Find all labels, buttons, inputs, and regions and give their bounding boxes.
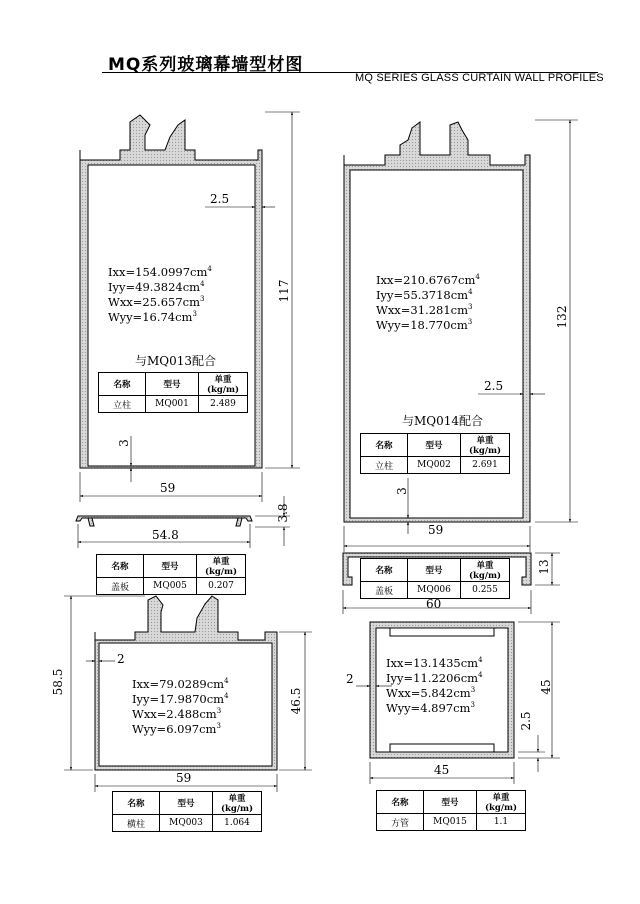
mq001-dim-width: 59 xyxy=(160,481,176,495)
mq002-dim-height: 132 xyxy=(555,305,569,329)
mq006-dim-width: 60 xyxy=(426,597,442,611)
mq015-dim-width: 45 xyxy=(434,763,450,777)
mq001-spec-table: 名称 型号 单重(kg/m) 立柱 MQ001 2.489 xyxy=(98,372,248,413)
mq003-properties xyxy=(132,677,229,737)
table-row: 方管 MQ015 1.1 xyxy=(377,814,526,831)
mq001-dim-bottom: 3 xyxy=(117,439,131,447)
mq001-dim-height: 117 xyxy=(277,279,291,303)
mq003-iyy: $Iyy=17.9870cm^4$ xyxy=(132,692,229,706)
mq001-properties xyxy=(108,265,212,325)
mq002-fit-note: 与MQ014配合 xyxy=(402,414,484,428)
mq002-dim-width: 59 xyxy=(428,523,444,537)
mq003-dim-width: 59 xyxy=(176,771,192,785)
mq006-spec-table: 名称 型号 单重(kg/m) 盖板 MQ006 0.255 xyxy=(360,558,510,599)
mq002-dim-bottom: 3 xyxy=(395,487,409,495)
mq003-dim-right: 46.5 xyxy=(289,687,303,715)
mq001-wxx: $Wxx=25.657cm^3$ xyxy=(108,295,205,309)
mq001-wyy: $Wyy=16.74cm^3$ xyxy=(108,310,197,324)
mq002-spec-table: 名称 型号 单重(kg/m) 立柱 MQ002 2.691 xyxy=(360,433,510,474)
mq001-iyy: $Iyy=49.3824cm^4$ xyxy=(108,280,205,294)
mq002-wxx: $Wxx=31.281cm^3$ xyxy=(376,303,473,317)
mq006-dim-height: 13 xyxy=(537,559,551,575)
mq001-ixx: $Ixx=154.0997cm^4$ xyxy=(108,265,212,279)
mq003-spec-table: 名称 型号 单重(kg/m) 横柱 MQ003 1.064 xyxy=(112,791,262,832)
mq003-wxx: $Wxx=2.488cm^3$ xyxy=(132,707,222,721)
table-row: 盖板 MQ006 0.255 xyxy=(361,582,510,599)
mq015-dim-side: 2.5 xyxy=(519,711,533,731)
mq015-ixx: $Ixx=13.1435cm^4$ xyxy=(386,656,483,670)
mq001-fit-note: 与MQ013配合 xyxy=(135,354,217,368)
mq003-dim-left: 58.5 xyxy=(51,668,65,696)
mq001-dim-wall: 2.5 xyxy=(210,192,230,206)
mq015-properties xyxy=(386,656,483,716)
mq015-wxx: $Wxx=5.842cm^3$ xyxy=(386,686,476,700)
mq005-dim-width: 54.8 xyxy=(152,528,179,542)
table-row: 立柱 MQ001 2.489 xyxy=(99,396,248,413)
mq003-wyy: $Wyy=6.097cm^3$ xyxy=(132,722,221,736)
mq015-dim-height: 45 xyxy=(539,679,553,695)
page-subtitle: MQ SERIES GLASS CURTAIN WALL PROFILES xyxy=(355,72,604,84)
mq015-dim-wall: 2 xyxy=(346,672,354,686)
mq015-wyy: $Wyy=4.897cm^3$ xyxy=(386,701,475,715)
mq002-properties xyxy=(376,273,480,333)
mq015-spec-table: 名称 型号 单重(kg/m) 方管 MQ015 1.1 xyxy=(376,790,526,831)
mq002-dim-wall: 2.5 xyxy=(484,379,504,393)
mq015-iyy: $Iyy=11.2206cm^4$ xyxy=(386,671,483,685)
table-row: 横柱 MQ003 1.064 xyxy=(113,815,262,832)
mq005-dim-height: 3.8 xyxy=(276,503,290,523)
table-row: 盖板 MQ005 0.207 xyxy=(97,578,246,595)
mq005-spec-table: 名称 型号 单重(kg/m) 盖板 MQ005 0.207 xyxy=(96,554,246,595)
mq002-ixx: $Ixx=210.6767cm^4$ xyxy=(376,273,480,287)
page-title: MQ系列玻璃幕墙型材图 xyxy=(108,55,304,75)
mq002-wyy: $Wyy=18.770cm^3$ xyxy=(376,318,473,332)
table-row: 立柱 MQ002 2.691 xyxy=(361,457,510,474)
mq002-iyy: $Iyy=55.3718cm^4$ xyxy=(376,288,473,302)
mq005-section xyxy=(76,516,252,526)
mq003-dim-wall: 2 xyxy=(117,652,125,666)
mq003-ixx: $Ixx=79.0289cm^4$ xyxy=(132,677,229,691)
